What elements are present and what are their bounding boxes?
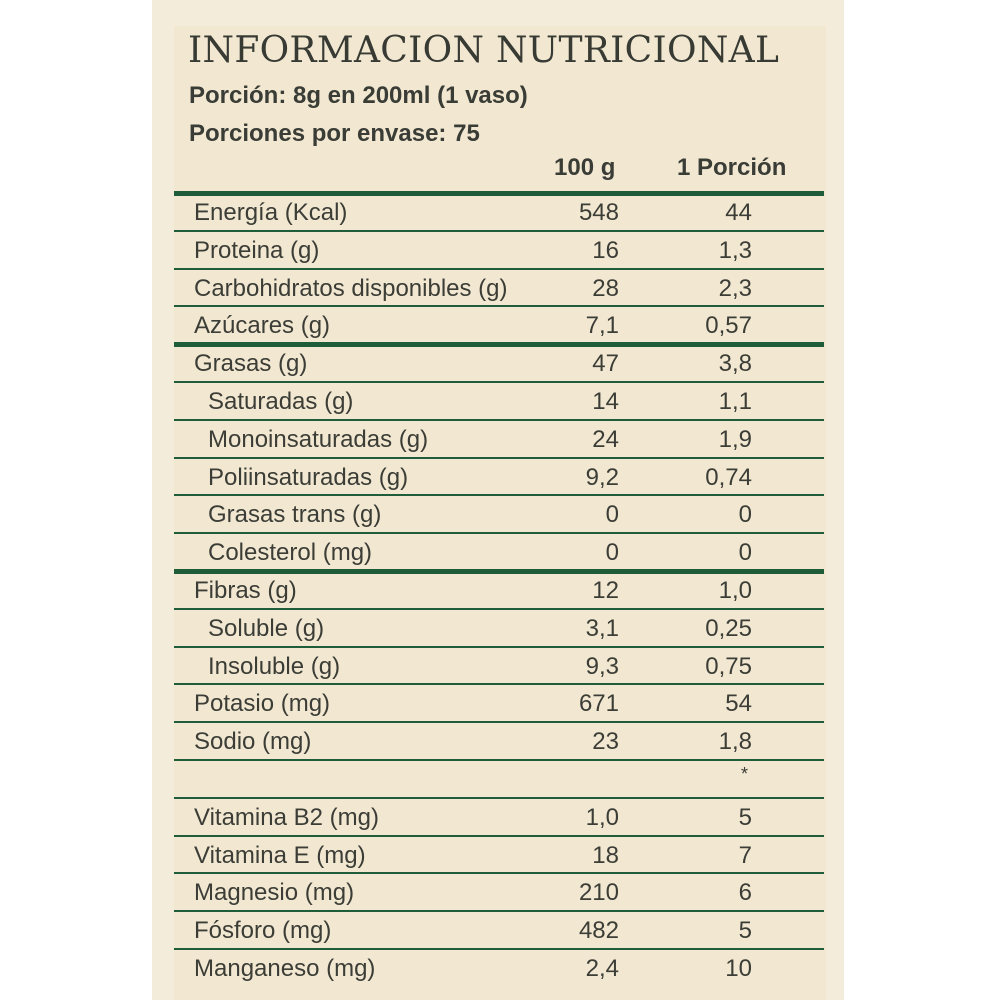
value-per-portion: 1,8: [718, 728, 752, 756]
value-per-portion: 1,3: [718, 236, 752, 264]
table-row: [174, 422, 824, 458]
portion-size: Porción: 8g en 200ml (1 vaso): [189, 82, 528, 109]
value-per-100g: 47: [592, 350, 619, 378]
value-per-portion: 0,74: [705, 463, 752, 491]
table-row: [174, 686, 824, 722]
nutrient-label: Energía (Kcal): [194, 199, 348, 226]
nutrient-label: Potasio (mg): [194, 690, 331, 718]
value-per-portion: *: [740, 764, 748, 784]
table-row: [174, 271, 824, 307]
table-row: [174, 838, 824, 874]
value-per-100g: 0: [605, 539, 619, 567]
table-row: [174, 913, 824, 949]
value-per-portion: 3,8: [718, 350, 752, 378]
left-margin: [0, 0, 152, 1000]
table-row: [174, 573, 824, 609]
value-per-portion: 1,9: [718, 425, 752, 453]
value-per-portion: 5: [738, 917, 752, 945]
value-per-100g: 18: [592, 841, 619, 869]
value-per-100g: 24: [592, 425, 619, 453]
value-per-100g: 0: [605, 501, 619, 529]
nutrient-label: Monoinsaturadas (g): [208, 425, 429, 453]
nutrient-label: Grasas trans (g): [208, 501, 382, 529]
value-per-100g: 14: [592, 388, 619, 415]
table-row: [174, 384, 824, 420]
value-per-portion: 0,57: [705, 312, 752, 340]
table-row: [174, 497, 824, 533]
value-per-portion: 7: [738, 841, 752, 869]
value-per-portion: 0: [738, 501, 752, 529]
servings-per-container: Porciones por envase: 75: [189, 120, 480, 147]
value-per-100g: 548: [578, 199, 619, 226]
value-per-100g: 23: [592, 728, 619, 756]
value-per-100g: 671: [578, 690, 619, 718]
value-per-100g: 9,3: [585, 652, 619, 680]
nutrient-label: Manganeso (mg): [194, 955, 376, 982]
value-per-100g: 7,1: [585, 312, 619, 340]
value-per-100g: 12: [592, 577, 619, 604]
value-per-portion: 5: [738, 803, 752, 831]
nutrient-label: Vitamina E (mg): [194, 841, 366, 869]
table-row: [174, 346, 824, 382]
value-per-100g: 2,4: [585, 955, 619, 982]
value-per-100g: 482: [578, 917, 619, 945]
table-row: [174, 535, 824, 571]
value-per-portion: 1,0: [718, 577, 752, 604]
nutrient-label: Poliinsaturadas (g): [208, 463, 409, 491]
table-row: [174, 649, 824, 685]
table-row: [174, 460, 824, 496]
value-per-100g: 28: [592, 274, 619, 302]
value-per-portion: 1,1: [718, 388, 752, 415]
nutrient-label: Saturadas (g): [208, 388, 354, 415]
nutrient-label: Colesterol (mg): [208, 539, 373, 567]
nutrient-label: Insoluble (g): [208, 652, 341, 680]
nutrient-label: Sodio (mg): [194, 728, 312, 756]
nutrient-label: Proteina (g): [194, 236, 320, 264]
nutrient-label: Soluble (g): [208, 614, 325, 642]
nutrient-label: Grasas (g): [194, 350, 308, 378]
nutrition-facts-card: [174, 26, 826, 1000]
value-per-100g: 16: [592, 236, 619, 264]
table-row: [174, 195, 824, 231]
nutrient-label: Azúcares (g): [194, 312, 331, 340]
table-row: [174, 762, 824, 798]
value-per-100g: 3,1: [585, 614, 619, 642]
value-per-100g: 210: [578, 879, 619, 907]
table-row: [174, 308, 824, 344]
nutrient-label: Vitamina B2 (mg): [194, 803, 379, 831]
nutrient-label: Magnesio (mg): [194, 879, 355, 907]
nutrient-label: Fibras (g): [194, 577, 297, 604]
nutrient-label: Carbohidratos disponibles (g): [194, 274, 508, 302]
nutrition-label-panel: [152, 0, 844, 1000]
table-row: [174, 611, 824, 647]
table-row: [174, 724, 824, 760]
value-per-portion: 6: [738, 879, 752, 907]
column-header-portion: 1 Porción: [677, 154, 787, 181]
value-per-portion: 10: [725, 955, 752, 982]
value-per-portion: 0,75: [705, 652, 752, 680]
column-header-100g: 100 g: [554, 154, 616, 181]
value-per-portion: 44: [725, 199, 752, 226]
value-per-portion: 54: [725, 690, 752, 718]
table-row: [174, 233, 824, 269]
nutrient-label: Fósforo (mg): [194, 917, 332, 945]
value-per-portion: 0: [738, 539, 752, 567]
value-per-100g: 9,2: [585, 463, 619, 491]
value-per-portion: 0,25: [705, 614, 752, 642]
right-margin: [844, 0, 1000, 1000]
value-per-portion: 2,3: [718, 274, 752, 302]
label-title: INFORMACION NUTRICIONAL: [188, 30, 780, 71]
table-row: [174, 800, 824, 836]
table-row: [174, 875, 824, 911]
table-row: [174, 951, 824, 987]
value-per-100g: 1,0: [585, 803, 619, 831]
